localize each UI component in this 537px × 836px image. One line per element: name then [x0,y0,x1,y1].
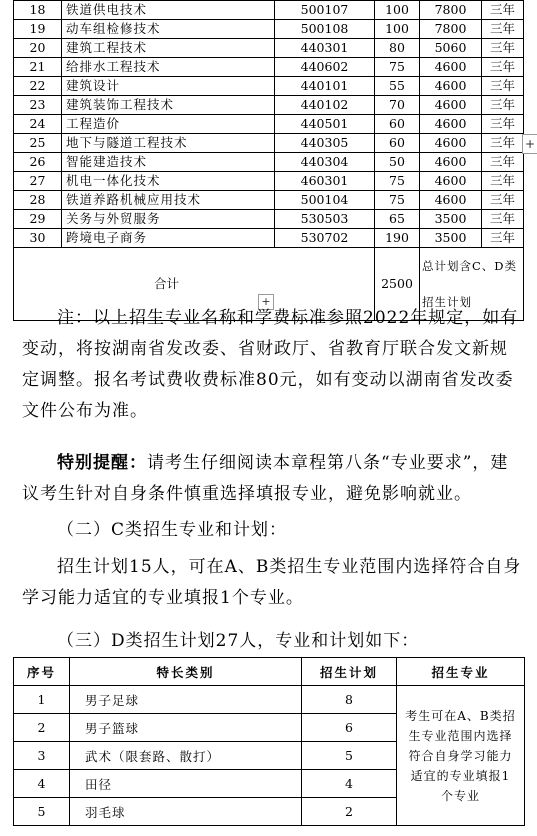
plan-count: 6 [302,714,397,742]
study-years: 三年 [482,1,524,20]
row-number: 26 [14,153,62,172]
major-name: 铁道供电技术 [62,1,275,20]
major-code: 500104 [275,191,375,210]
plan-count: 5 [302,742,397,770]
plan-count: 190 [375,229,420,248]
row-number: 28 [14,191,62,210]
table-row [14,39,524,58]
row-number: 24 [14,115,62,134]
c-text: 招生计划15人，可在A、B类招生专业范围内选择符合自身学习能力适宜的专业填报1个专业。 [22,557,522,608]
major-name: 建筑工程技术 [62,39,275,58]
total-label: 合计 [14,248,375,321]
study-years: 三年 [482,115,524,134]
row-number: 2 [14,714,70,742]
plan-count: 50 [375,153,420,172]
tuition-fee: 4600 [420,96,482,115]
major-plan-table-body [14,1,524,321]
tuition-fee: 3500 [420,229,482,248]
study-years: 三年 [482,210,524,229]
plan-count: 70 [375,96,420,115]
major-code: 460301 [275,172,375,191]
major-plan-table [13,0,524,321]
tuition-fee: 7800 [420,1,482,20]
major-name: 机电一体化技术 [62,172,275,191]
tuition-fee: 3500 [420,210,482,229]
table-row [14,58,524,77]
specialty-name: 男子篮球 [70,714,302,742]
plan-count: 100 [375,1,420,20]
row-number: 1 [14,686,70,714]
tuition-fee: 4600 [420,172,482,191]
study-years: 三年 [482,134,524,153]
plan-count: 2 [302,798,397,826]
major-name: 给排水工程技术 [62,58,275,77]
table-row [14,115,524,134]
row-number: 20 [14,39,62,58]
row-number: 27 [14,172,62,191]
major-code: 440101 [275,77,375,96]
major-name: 铁道养路机械应用技术 [62,191,275,210]
major-name: 关务与外贸服务 [62,210,275,229]
table-row [14,210,524,229]
table-row [14,20,524,39]
plan-count: 4 [302,770,397,798]
tuition-fee: 7800 [420,20,482,39]
row-number: 4 [14,770,70,798]
table-row [14,191,524,210]
reminder-paragraph [22,448,522,510]
plan-count: 55 [375,77,420,96]
study-years: 三年 [482,172,524,191]
header-plan: 招生计划 [302,658,397,686]
total-value: 2500 [375,248,420,321]
row-number: 22 [14,77,62,96]
total-note: 总计划含C、D类招生计划 [420,248,524,321]
specialty-name: 羽毛球 [70,798,302,826]
d-table-header [14,658,525,686]
major-name: 智能建造技术 [62,153,275,172]
study-years: 三年 [482,58,524,77]
d-heading [22,626,522,657]
study-years: 三年 [482,39,524,58]
major-code: 500108 [275,20,375,39]
plan-count: 80 [375,39,420,58]
table-row [14,77,524,96]
list-item [14,686,525,714]
table-row [14,134,524,153]
major-name: 建筑设计 [62,77,275,96]
study-years: 三年 [482,20,524,39]
specialty-name: 田径 [70,770,302,798]
major-code: 530702 [275,229,375,248]
tuition-fee: 4600 [420,77,482,96]
major-code: 440304 [275,153,375,172]
row-number: 21 [14,58,62,77]
plan-count: 75 [375,172,420,191]
d-heading-text: （三）D类招生计划27人，专业和计划如下： [57,631,420,651]
c-heading-text: （二）C类招生专业和计划： [57,520,288,540]
row-number: 29 [14,210,62,229]
plan-count: 75 [375,58,420,77]
study-years: 三年 [482,96,524,115]
table-row [14,1,524,20]
note-paragraph [22,303,522,427]
header-category: 特长类别 [70,658,302,686]
tuition-fee: 4600 [420,153,482,172]
header-no: 序号 [14,658,70,686]
c-heading [22,515,522,546]
table-add-row-button[interactable]: + [258,294,274,310]
major-name: 动车组检修技术 [62,20,275,39]
tuition-fee: 4600 [420,191,482,210]
study-years: 三年 [482,153,524,172]
row-number: 3 [14,742,70,770]
major-name: 地下与隧道工程技术 [62,134,275,153]
plan-count: 60 [375,134,420,153]
major-note: 考生可在A、B类招生专业范围内选择符合自身学习能力适宜的专业填报1个专业 [397,686,525,826]
specialty-name: 男子足球 [70,686,302,714]
tuition-fee: 4600 [420,58,482,77]
c-paragraph [22,552,522,614]
row-number: 23 [14,96,62,115]
tuition-fee: 5060 [420,39,482,58]
tuition-fee: 4600 [420,134,482,153]
major-name: 跨境电子商务 [62,229,275,248]
major-code: 440301 [275,39,375,58]
header-major: 招生专业 [397,658,525,686]
row-number: 19 [14,20,62,39]
major-name: 工程造价 [62,115,275,134]
row-number: 5 [14,798,70,826]
row-number: 30 [14,229,62,248]
reminder-text: 请考生仔细阅读本章程第八条“专业要求”，建议考生针对自身条件慎重选择填报专业，避免影响就业。 [22,453,509,504]
tuition-fee: 4600 [420,115,482,134]
study-years: 三年 [482,77,524,96]
d-plan-table [13,657,525,826]
reminder-bold: 特别提醒： [57,453,147,473]
major-name: 建筑装饰工程技术 [62,96,275,115]
major-code: 440102 [275,96,375,115]
table-row [14,172,524,191]
plan-count: 60 [375,115,420,134]
major-code: 440501 [275,115,375,134]
study-years: 三年 [482,229,524,248]
specialty-name: 武术（限套路、散打） [70,742,302,770]
plan-count: 65 [375,210,420,229]
study-years: 三年 [482,191,524,210]
table-row [14,229,524,248]
major-code: 440305 [275,134,375,153]
note-text: 注：以上招生专业名称和学费标准参照2022年规定，如有变动，将按湖南省发改委、省财政厅、省教育厅联合发文新规定调整。报名考试费收费标准80元，如有变动以湖南省发改委文件公布为准。 [22,308,519,421]
plan-count: 8 [302,686,397,714]
row-number: 18 [14,1,62,20]
row-number: 25 [14,134,62,153]
plan-count: 100 [375,20,420,39]
major-code: 440602 [275,58,375,77]
table-row [14,153,524,172]
d-plan-table-body [14,686,525,826]
major-code: 530503 [275,210,375,229]
table-insert-column-button[interactable]: + [522,134,537,154]
table-row [14,96,524,115]
plan-count: 75 [375,191,420,210]
major-code: 500107 [275,1,375,20]
